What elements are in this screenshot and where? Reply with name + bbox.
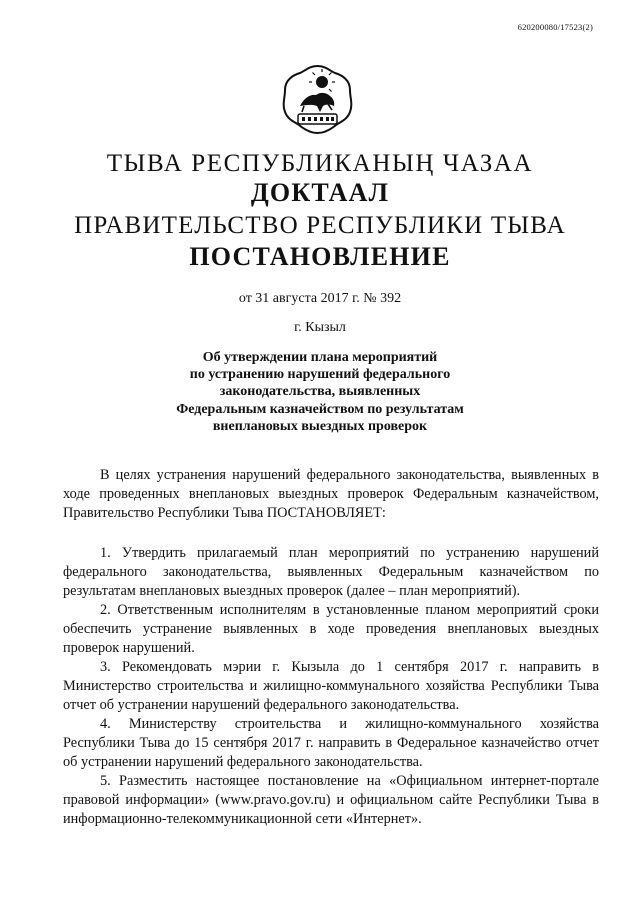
header-postanovlenie: ПОСТАНОВЛЕНИЕ [189, 242, 451, 271]
resolution-item: 4. Министерству строительства и жилищно-коммунального хозяйства Республики Тыва до 15 сентября 2017 г. направить в Федеральное казначейство отчет об устранении нарушений федерального законодательства. [63, 716, 599, 770]
resolution-items [63, 544, 599, 829]
emblem-icon [280, 62, 355, 137]
title-line: Об утверждении плана мероприятий [202, 350, 438, 365]
title-line: по устранению нарушений федерального [189, 367, 451, 383]
header-doktaal: ДОКТААЛ [250, 178, 390, 207]
title-line: внеплановых выездных проверок [212, 418, 428, 434]
header-government: ПРАВИТЕЛЬСТВО РЕСПУБЛИКИ ТЫВА [74, 212, 566, 239]
intro-text: В целях устранения нарушений федерального законодательства, выявленных в ходе проведенных внеплановых выездных проверок Федеральным казначейством, Правительство Республики Тыва ПОСТАНОВЛЯЕТ: [63, 467, 599, 521]
resolution-item: 1. Утвердить прилагаемый план мероприятий по устранению нарушений федерального законодательства, выявленных Федеральным казначейством по результатам внеплановых выездных проверок (далее – план мероприятий). [63, 545, 599, 599]
resolution-item: 2. Ответственным исполнителям в установленные планом мероприятий сроки обеспечить устранение выявленных в ходе проведения внеплановых выездных проверок нарушений. [63, 602, 599, 656]
document-city: г. Кызыл [294, 320, 346, 335]
document-number: 620200080/17523(2) [517, 22, 593, 32]
header-tyva-republic: ТЫВА РЕСПУБЛИКАНЫҢ ЧАЗАА [106, 150, 534, 177]
title-line: Федеральным казначейством по результатам [176, 401, 464, 417]
document-date: от 31 августа 2017 г. № 392 [238, 291, 402, 306]
title-line: законодательства, выявленных [219, 384, 421, 400]
intro-paragraph [63, 466, 599, 523]
resolution-item: 3. Рекомендовать мэрии г. Кызыла до 1 сентября 2017 г. направить в Министерство строительства и жилищно-коммунального хозяйства Республики Тыва отчет об устранении нарушений федерального законодательства. [63, 659, 599, 713]
resolution-item: 5. Разместить настоящее постановление на «Официальном интернет-портале правовой информации» (www.pravo.gov.ru) и официальном сайте Республики Тыва в информационно-телекоммуникационной сети «Интернет». [63, 773, 599, 827]
document-title [0, 349, 640, 435]
